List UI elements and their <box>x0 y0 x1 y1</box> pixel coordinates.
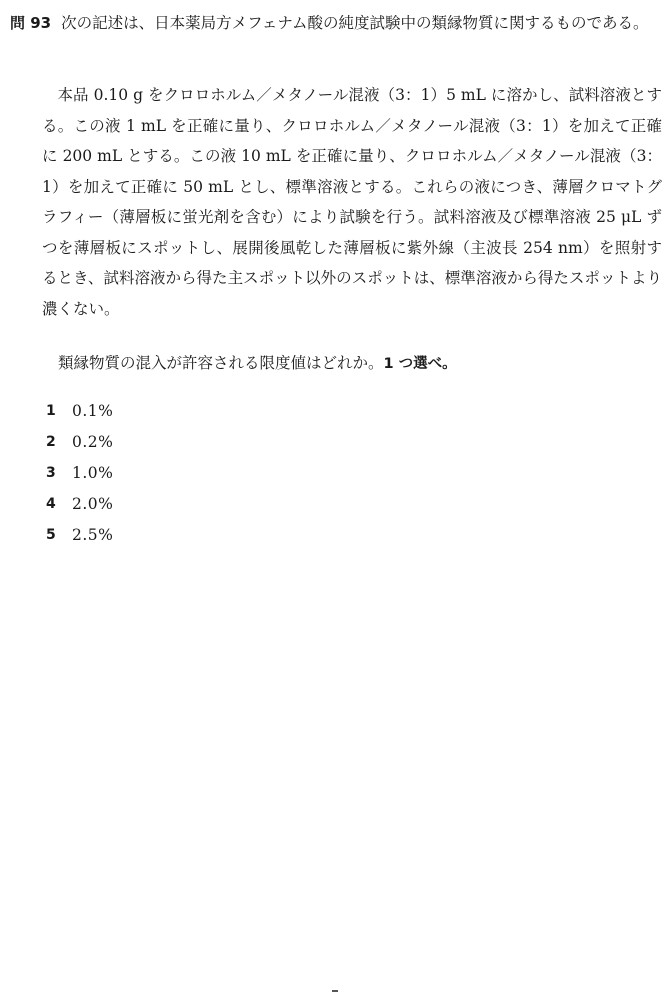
question-passage: 本品 0.10 g をクロロホルム／メタノール混液（3：1）5 mL に溶かし、試料溶液とする。この液 1 mL を正確に量り、クロロホルム／メタノール混液（3：1）を加えて正確に 200 mL とする。この液 10 mL を正確に量り、クロロホルム／メタノール混液（3：1）を加えて正確に 50 mL とし、標準溶液とする。これらの液につき、薄層クロマトグラフィー（薄層板に蛍光剤を含む）により試験を行う。試料溶液及び標準溶液 25 μL ずつを薄層板にスポットし、展開後風乾した薄層板に紫外線（主波長 254 nm）を照射するとき、試料溶液から得た主スポット以外のスポットは、標準溶液から得たスポットより濃くない。 <box>42 86 662 318</box>
choice-item[interactable] <box>46 520 346 551</box>
choice-item[interactable] <box>46 489 346 520</box>
instruction-text: 類縁物質の混入が許容される限度値はどれか。 <box>58 354 384 372</box>
choice-item[interactable] <box>46 427 346 458</box>
question-stem: 次の記述は、日本薬局方メフェナム酸の純度試験中の類縁物質に関するものである。 <box>61 14 649 32</box>
choice-number: 3 <box>46 465 56 481</box>
instruction-select-one: 1 つ選べ。 <box>383 356 457 372</box>
page-footer-mark <box>332 990 338 992</box>
question-number: 問 93 <box>10 14 52 32</box>
answer-choices <box>46 396 346 551</box>
choice-number: 2 <box>46 434 56 450</box>
question-instruction <box>58 348 658 379</box>
choice-item[interactable] <box>46 458 346 489</box>
choice-value: 0.1% <box>72 402 114 420</box>
choice-value: 0.2% <box>72 433 114 451</box>
choice-value: 2.5% <box>72 526 114 544</box>
choice-number: 1 <box>46 403 56 419</box>
question-header <box>10 8 660 38</box>
choice-item[interactable] <box>46 396 346 427</box>
choice-value: 1.0% <box>72 464 114 482</box>
choice-number: 4 <box>46 496 56 512</box>
choice-value: 2.0% <box>72 495 114 513</box>
choice-number: 5 <box>46 527 56 543</box>
